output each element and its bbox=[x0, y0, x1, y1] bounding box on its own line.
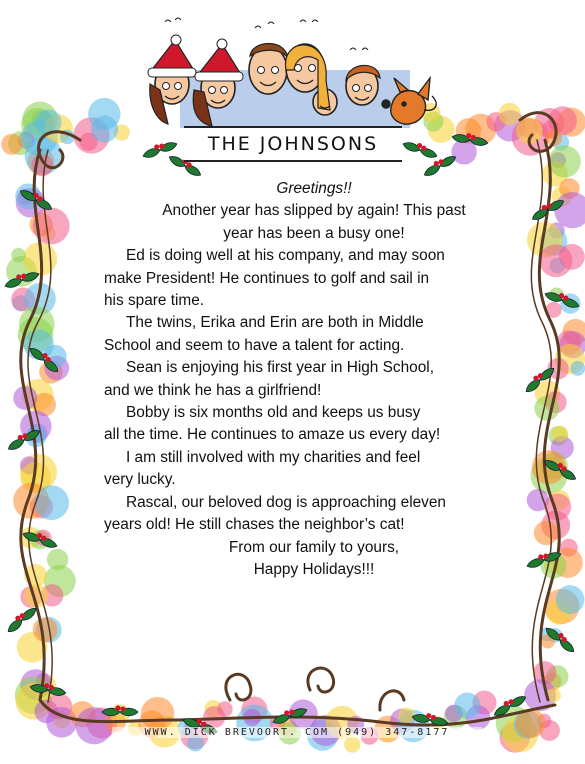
letter-line: I am still involved with my charities and feel bbox=[126, 448, 421, 466]
watercolor-splash bbox=[141, 697, 174, 730]
watercolor-splash bbox=[33, 617, 58, 642]
holly-icon bbox=[402, 138, 439, 160]
watercolor-splash bbox=[11, 248, 26, 263]
watercolor-splash bbox=[398, 707, 415, 724]
letter-line: Sean is enjoying his first year in High School, bbox=[126, 359, 434, 377]
letter-closing: Happy Holidays!!! bbox=[253, 560, 375, 578]
letter-line: year has been a busy one! bbox=[223, 224, 405, 242]
artist-credit: WWW. DICK BREVOORT. COM (949) 347-8177 bbox=[112, 727, 482, 738]
family-name-banner bbox=[184, 126, 402, 162]
letter-line: very lucky. bbox=[104, 471, 176, 489]
watercolor-splash bbox=[534, 521, 558, 545]
watercolor-splash bbox=[344, 736, 360, 752]
watercolor-splash bbox=[552, 426, 568, 442]
letter-line: Rascal, our beloved dog is approaching eleven bbox=[126, 493, 446, 511]
watercolor-splash bbox=[556, 585, 585, 614]
watercolor-splash bbox=[217, 701, 233, 717]
letter-body bbox=[104, 178, 524, 581]
watercolor-splash bbox=[499, 103, 521, 125]
watercolor-splash bbox=[548, 145, 580, 177]
letter-line: The twins, Erika and Erin are both in Middle bbox=[126, 314, 424, 332]
watercolor-splash bbox=[539, 244, 572, 277]
letter-line: all the time. He continues to amaze us every day! bbox=[104, 426, 441, 444]
family-illustration-icon bbox=[148, 18, 410, 128]
letter-line: and we think he has a girlfriend! bbox=[104, 381, 322, 399]
letter-line: From our family to yours, bbox=[228, 538, 400, 556]
letter-line: years old! He still chases the neighbor’s cat! bbox=[104, 516, 405, 534]
watercolor-splash bbox=[88, 98, 120, 130]
watercolor-splash bbox=[454, 693, 480, 719]
letter-line: Bobby is six months old and keeps us busy bbox=[126, 404, 421, 422]
watercolor-splash bbox=[570, 361, 585, 376]
letter-line: his spare time. bbox=[104, 292, 205, 310]
letter-line: School and seem to have a talent for acting. bbox=[104, 336, 405, 354]
letter-line: make President! He continues to golf and sail in bbox=[104, 269, 430, 287]
letter-line: Another year has slipped by again! This past bbox=[162, 202, 466, 220]
letter-greeting: Greetings!! bbox=[276, 180, 352, 197]
watercolor-splash bbox=[47, 549, 68, 570]
banner-title: THE JOHNSONS bbox=[207, 133, 379, 155]
watercolor-splash bbox=[1, 134, 22, 155]
letter-line: Ed is doing well at his company, and may soon bbox=[126, 247, 445, 265]
